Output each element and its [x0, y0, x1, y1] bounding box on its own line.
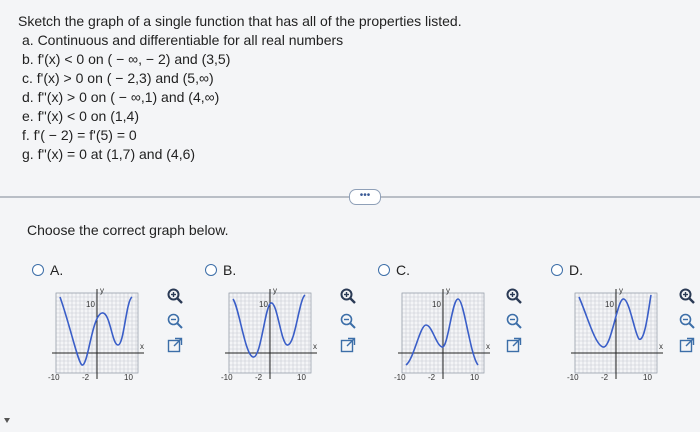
option-a-radio[interactable] — [32, 264, 44, 276]
option-b[interactable] — [205, 262, 236, 278]
property-f: f. f'( − 2) = f'(5) = 0 — [22, 127, 137, 143]
zoom-out-icon[interactable] — [339, 312, 357, 330]
answer-prompt: Choose the correct graph below. — [27, 222, 229, 238]
zoom-out-icon[interactable] — [678, 312, 696, 330]
graph-option-c[interactable] — [392, 285, 512, 383]
popout-icon[interactable] — [166, 336, 184, 354]
graph-xtick-neg-label: -10 — [221, 373, 233, 382]
graph-ylabel-label: y — [273, 286, 277, 295]
graph-xtick-neg2-label: -2 — [255, 373, 263, 382]
property-e: e. f''(x) < 0 on (1,4) — [22, 108, 140, 124]
popout-icon[interactable] — [505, 336, 523, 354]
graph-ytick-label: 10 — [432, 300, 441, 309]
option-b-radio[interactable] — [205, 264, 217, 276]
option-d-label: D. — [569, 262, 583, 278]
graph-xtick-neg2-label: -2 — [601, 373, 609, 382]
graph-xtick-neg-label: -10 — [394, 373, 406, 382]
zoom-in-icon[interactable] — [678, 287, 696, 305]
graph-ylabel-label: y — [446, 286, 450, 295]
graph-xlabel-label: x — [659, 342, 663, 351]
property-a: a. Continuous and differentiable for all real numbers — [22, 32, 344, 48]
graph-xtick-neg2-label: -2 — [428, 373, 436, 382]
zoom-in-icon[interactable] — [166, 287, 184, 305]
graph-xtick-neg-label: -10 — [48, 373, 60, 382]
graph-option-a[interactable] — [46, 285, 166, 383]
property-c: c. f'(x) > 0 on ( − 2,3) and (5,∞) — [22, 70, 214, 86]
more-button[interactable]: ••• — [349, 189, 381, 205]
question-block — [18, 12, 462, 164]
graph-xtick-pos-label: 10 — [124, 373, 133, 382]
property-d: d. f''(x) > 0 on ( − ∞,1) and (4,∞) — [22, 89, 220, 105]
graph-ytick-label: 10 — [605, 300, 614, 309]
option-b-label: B. — [223, 262, 237, 278]
option-a-label: A. — [50, 262, 64, 278]
graph-xlabel-label: x — [313, 342, 317, 351]
option-d-radio[interactable] — [551, 264, 563, 276]
zoom-in-icon[interactable] — [505, 287, 523, 305]
zoom-out-icon[interactable] — [505, 312, 523, 330]
graph-ylabel-label: y — [100, 286, 104, 295]
graph-xtick-pos-label: 10 — [643, 373, 652, 382]
graph-xtick-neg-label: -10 — [567, 373, 579, 382]
graph-xlabel-label: x — [486, 342, 490, 351]
option-c[interactable] — [378, 262, 410, 278]
graph-xtick-neg2-label: -2 — [82, 373, 90, 382]
graph-xtick-pos-label: 10 — [297, 373, 306, 382]
popout-icon[interactable] — [678, 336, 696, 354]
graph-xtick-pos-label: 10 — [470, 373, 479, 382]
zoom-out-icon[interactable] — [166, 312, 184, 330]
popout-icon[interactable] — [339, 336, 357, 354]
scroll-marker-icon — [4, 418, 10, 423]
graph-ytick-label: 10 — [259, 300, 268, 309]
property-g: g. f''(x) = 0 at (1,7) and (4,6) — [22, 146, 196, 162]
graph-ytick-label: 10 — [86, 300, 95, 309]
zoom-in-icon[interactable] — [339, 287, 357, 305]
question-title: Sketch the graph of a single function that has all of the properties listed. — [18, 13, 462, 29]
option-c-radio[interactable] — [378, 264, 390, 276]
graph-option-d[interactable] — [565, 285, 685, 383]
option-c-label: C. — [396, 262, 410, 278]
option-d[interactable] — [551, 262, 583, 278]
option-a[interactable] — [32, 262, 63, 278]
graph-xlabel-label: x — [140, 342, 144, 351]
graph-ylabel-label: y — [619, 286, 623, 295]
graph-option-b[interactable] — [219, 285, 339, 383]
property-b: b. f'(x) < 0 on ( − ∞, − 2) and (3,5) — [22, 51, 231, 67]
